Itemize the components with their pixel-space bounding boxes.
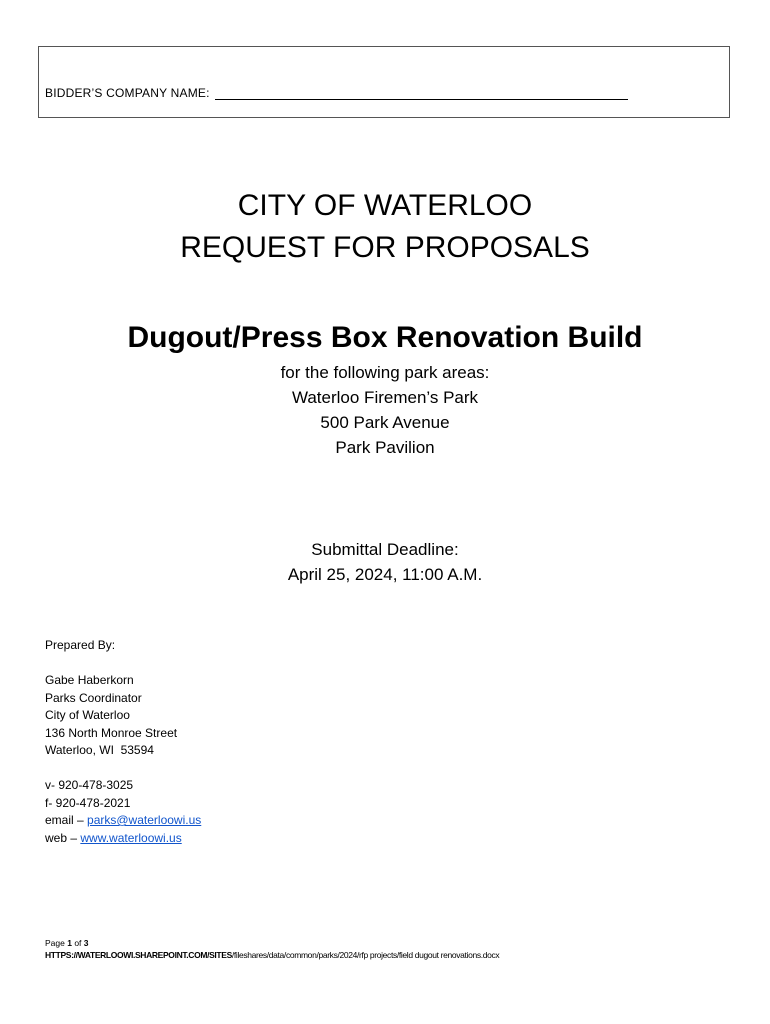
contact-name: Gabe Haberkorn [45, 673, 134, 687]
park-area-line: Park Pavilion [335, 438, 435, 457]
file-path [45, 949, 499, 961]
city-heading: CITY OF WATERLOO [237, 189, 533, 222]
file-path-bold: HTTPS://WATERLOOWI.SHAREPOINT.COM/SITES [45, 950, 232, 960]
contact-fax: f- 920-478-2021 [45, 795, 131, 810]
deadline-value: April 25, 2024, 11:00 A.M. [287, 565, 483, 584]
contact-web-row [45, 830, 201, 848]
bidder-company-name-field[interactable] [215, 99, 628, 100]
contact-city: Waterloo, WI 53594 [45, 743, 154, 757]
contact-address-block [45, 672, 177, 760]
deadline-label: Submittal Deadline: [311, 540, 459, 559]
contact-org: City of Waterloo [45, 708, 130, 722]
page-prefix: Page [45, 938, 68, 948]
page-current: 1 [67, 938, 72, 948]
email-prefix: email – [45, 813, 88, 827]
bidder-company-box [38, 46, 730, 118]
page-of: of [71, 938, 84, 948]
contact-title: Parks Coordinator [45, 690, 142, 705]
prepared-by-label: Prepared By: [45, 638, 116, 652]
web-link[interactable]: www.waterloowi.us [80, 830, 182, 845]
document-title: Dugout/Press Box Renovation Build [127, 321, 643, 354]
park-area-line: 500 Park Avenue [320, 413, 450, 432]
contact-voice: v- 920-478-3025 [45, 778, 134, 792]
contact-info-block [45, 777, 201, 847]
park-areas-intro: for the following park areas: [280, 363, 490, 382]
email-link[interactable]: parks@waterloowi.us [87, 813, 202, 827]
rfp-heading: REQUEST FOR PROPOSALS [180, 231, 590, 264]
park-area-line: Waterloo Firemen’s Park [291, 388, 479, 407]
contact-street: 136 North Monroe Street [45, 725, 178, 740]
contact-email-row [45, 812, 201, 830]
prepared-by-section [45, 637, 115, 655]
bidder-company-label: BIDDER’S COMPANY NAME: [45, 86, 210, 100]
page-number [45, 937, 89, 949]
web-prefix: web – [45, 830, 81, 845]
page-total: 3 [83, 938, 89, 948]
file-path-rest: /fileshares/data/common/parks/2024/rfp projects/field dugout renovations.docx [231, 950, 500, 960]
